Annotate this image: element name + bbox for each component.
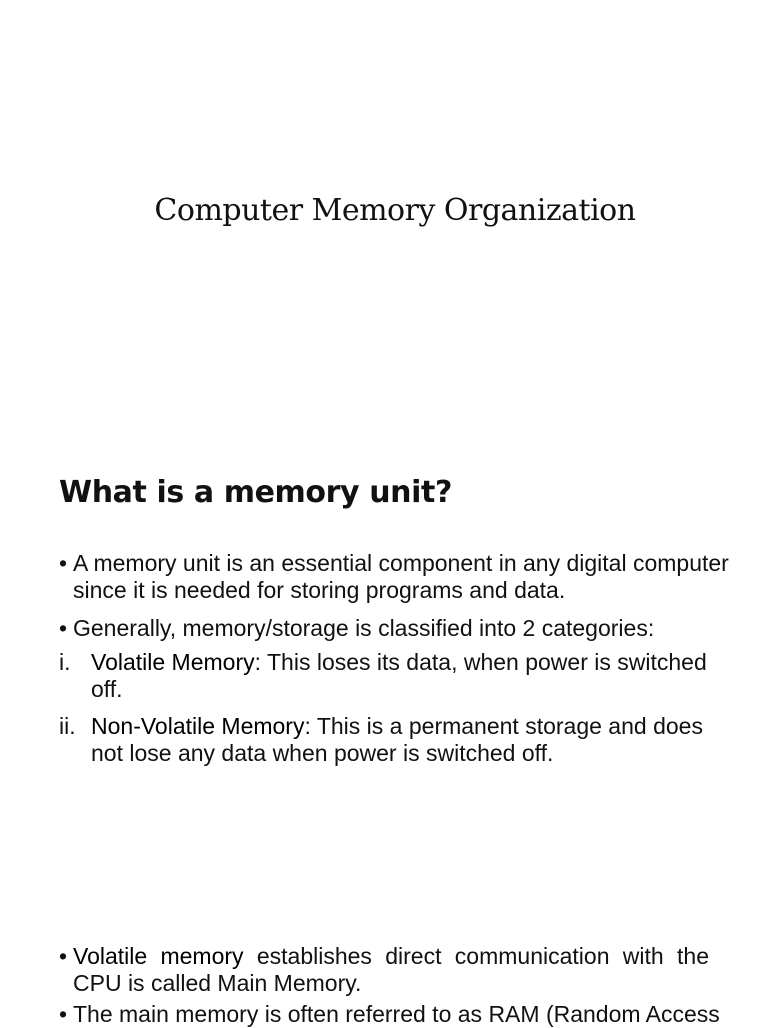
slide-title <box>0 0 768 430</box>
term-volatile-memory: Volatile memory <box>73 943 244 969</box>
slide-memory-unit <box>0 430 768 900</box>
numbered-marker: i. <box>59 649 71 675</box>
bullet-item <box>59 943 709 997</box>
bullet-item <box>59 550 729 604</box>
numbered-text: : This is a permanent storage and does not lose any data when power is switched off. <box>91 713 703 766</box>
presentation-title: Computer Memory Organization <box>154 193 636 228</box>
numbered-item <box>59 649 729 703</box>
bullet-text: A memory unit is an essential component in any digital computer since it is needed for storing programs and data. <box>73 550 729 603</box>
term-volatile-memory: Volatile Memory <box>91 649 255 675</box>
numbered-marker: ii. <box>59 713 76 739</box>
bullet-marker: • <box>59 943 68 969</box>
bullet-text: The main memory is often referred to as RAM (Random Access <box>73 1001 720 1027</box>
bullet-item <box>59 615 729 642</box>
bullet-marker: • <box>59 550 68 576</box>
term-non-volatile-memory: Non-Volatile Memory <box>91 713 305 739</box>
slide-heading: What is a memory unit? <box>59 475 452 510</box>
numbered-item <box>59 713 729 767</box>
numbered-text: : This loses its data, when power is switched off. <box>91 649 707 702</box>
bullet-marker: • <box>59 615 68 641</box>
bullet-marker: • <box>59 1001 68 1027</box>
slide-main-memory <box>0 900 768 1027</box>
bullet-text: Generally, memory/storage is classified into 2 categories: <box>73 615 655 641</box>
bullet-text: establishes direct communication with the CPU is called Main Memory. <box>73 943 709 996</box>
